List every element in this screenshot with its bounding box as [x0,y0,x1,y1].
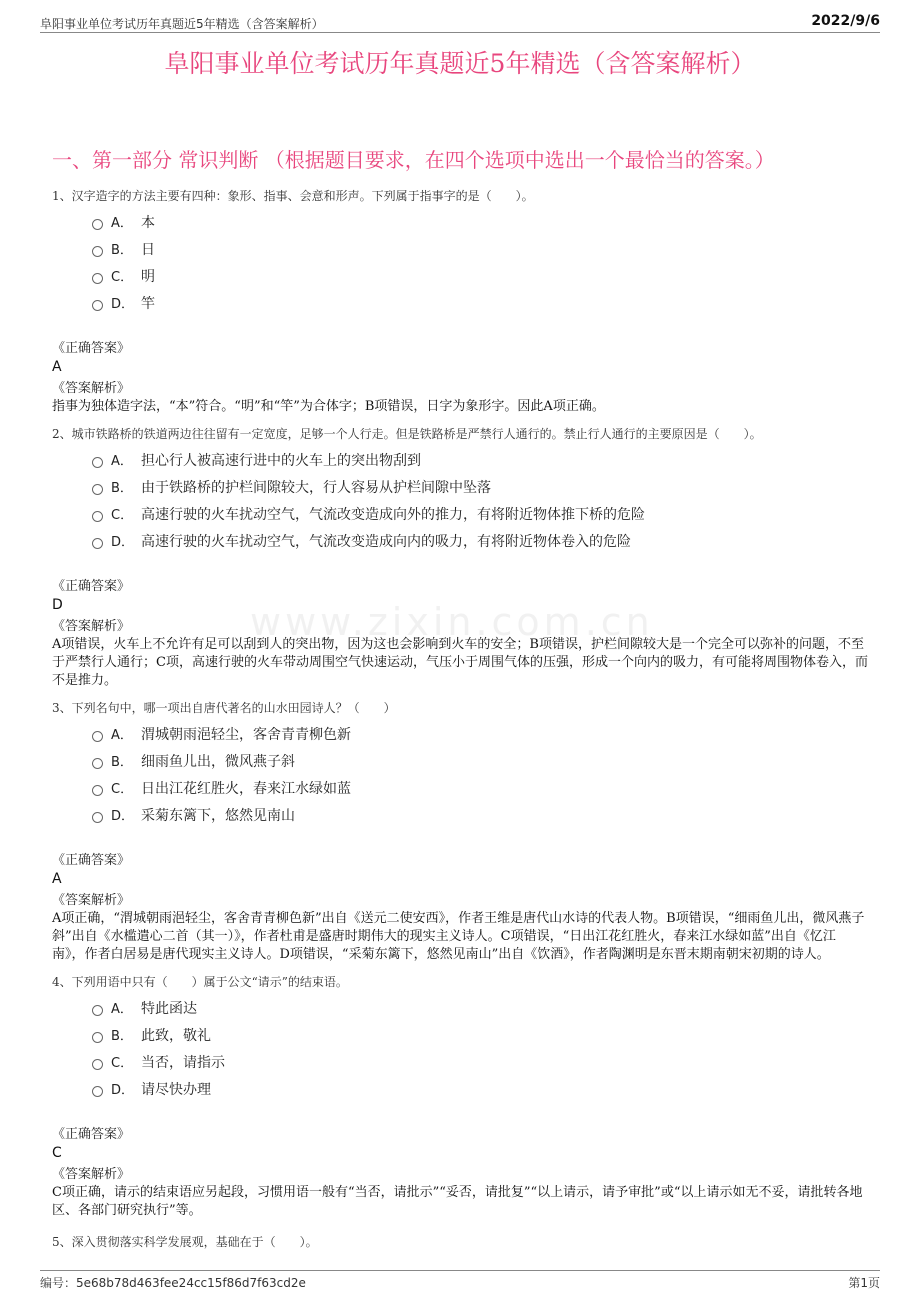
answer-label: 《正确答案》 [52,579,131,594]
option-b[interactable] [92,1021,868,1048]
radio-button[interactable] [92,1059,103,1070]
option-letter: C． [111,782,134,797]
option-text: 高速行驶的火车扰动空气，气流改变造成向内的吸力，有将附近物体卷入的危险 [141,533,631,550]
option-a[interactable] [92,720,868,747]
page-number: 第1页 [848,1276,880,1290]
option-text: 由于铁路桥的护栏间隙较大，行人容易从护栏间隙中坠落 [141,479,491,496]
option-c[interactable] [92,500,868,527]
option-letter: D． [111,1083,135,1098]
answer-label: 《正确答案》 [52,853,131,868]
option-b[interactable] [92,747,868,774]
radio-button[interactable] [92,246,103,257]
analysis-label: 《答案解析》 [52,893,131,908]
analysis-label: 《答案解析》 [52,381,131,396]
document-title: 阜阳事业单位考试历年真题近5年精选（含答案解析） [164,49,756,78]
page-footer [40,1270,880,1291]
analysis-label: 《答案解析》 [52,619,131,634]
question-text: 3、下列名句中，哪一项出自唐代著名的山水田园诗人？（ ） [52,701,396,715]
radio-button[interactable] [92,1005,103,1016]
option-list [92,208,868,316]
radio-button[interactable] [92,457,103,468]
radio-button[interactable] [92,538,103,549]
option-a[interactable] [92,208,868,235]
question-text: 5、深入贯彻落实科学发展观，基础在于（ ）。 [52,1235,318,1249]
option-a[interactable] [92,994,868,1021]
option-letter: A． [111,216,133,231]
answer-label: 《正确答案》 [52,1127,131,1142]
question-block [52,188,868,416]
option-d[interactable] [92,801,868,828]
option-d[interactable] [92,527,868,554]
option-letter: B． [111,243,133,258]
option-text: 日 [141,241,155,258]
option-letter: B． [111,481,133,496]
option-text: 细雨鱼儿出，微风燕子斜 [141,753,295,770]
question-text: 4、下列用语中只有（ ）属于公文“请示”的结束语。 [52,975,348,989]
question-text: 2、城市铁路桥的铁道两边往往留有一定宽度，足够一个人行走。但是铁路桥是严禁行人通行的。禁止行人通行的主要原因是（ ）。 [52,427,762,441]
option-text: 明 [141,268,155,285]
option-text: 担心行人被高速行进中的火车上的突出物刮到 [141,452,421,469]
option-text: 当否，请指示 [141,1054,225,1071]
radio-button[interactable] [92,273,103,284]
page-header [40,12,880,33]
header-date: 2022/9/6 [811,13,880,29]
watermark: www.zixin.com.cn [250,600,654,644]
question-text: 1、汉字造字的方法主要有四种：象形、指事、会意和形声。下列属于指事字的是（ ）。 [52,189,534,203]
radio-button[interactable] [92,1086,103,1097]
radio-button[interactable] [92,731,103,742]
option-letter: A． [111,728,133,743]
option-text: 本 [141,214,155,231]
option-text: 日出江花红胜火，春来江水绿如蓝 [141,780,351,797]
option-c[interactable] [92,1048,868,1075]
answer-value: A [52,359,62,375]
answer-label: 《正确答案》 [52,341,131,356]
option-letter: B． [111,1029,133,1044]
answer-value: C [52,1145,62,1161]
option-letter: D． [111,297,135,312]
option-text: 渭城朝雨浥轻尘，客舍青青柳色新 [141,726,351,743]
option-text: 此致，敬礼 [141,1027,211,1044]
question-block [52,426,868,690]
radio-button[interactable] [92,1032,103,1043]
option-letter: A． [111,454,133,469]
radio-button[interactable] [92,511,103,522]
option-d[interactable] [92,1075,868,1102]
option-letter: B． [111,755,133,770]
document-code: 编号：5e68b78d463fee24cc15f86d7f63cd2e [40,1276,306,1290]
option-text: 高速行驶的火车扰动空气，气流改变造成向外的推力，有将附近物体推下桥的危险 [141,506,645,523]
option-letter: C． [111,1056,134,1071]
analysis-text: A项正确，“渭城朝雨浥轻尘，客舍青青柳色新”出自《送元二使安西》，作者王维是唐代山水诗的代表人物。B项错误，“细雨鱼儿出，微风燕子斜”出自《水槛遣心二首（其一）》，作者杜甫是盛唐时期伟大的现实主义诗人。C项错误，“日出江花红胜火，春来江水绿如蓝”出自《忆江南》，作者白居易是唐代现实主义诗人。D项错误，“采菊东篱下，悠然见南山”出自《饮酒》，作者陶渊明是东晋末期南朝宋初期的诗人。 [52,911,865,962]
analysis-text: 指事为独体造字法，“本”符合。“明”和“竿”为合体字；B项错误，日字为象形字。因此A项正确。 [52,399,605,414]
radio-button[interactable] [92,219,103,230]
section-title: 一、第一部分 常识判断 （根据题目要求，在四个选项中选出一个最恰当的答案。） [52,148,775,172]
option-c[interactable] [92,774,868,801]
option-letter: C． [111,508,134,523]
radio-button[interactable] [92,758,103,769]
option-b[interactable] [92,473,868,500]
analysis-text: A项错误，火车上不允许有足可以刮到人的突出物，因为这也会影响到火车的安全；B项错误，护栏间隙较大是一个完全可以弥补的问题，不至于严禁行人通行；C项，高速行驶的火车带动周围空气快速运动，气压小于周围气体的压强，形成一个向内的吸力，有可能将周围物体卷入，而不是推力。 [52,637,868,688]
answer-value: D [52,597,63,613]
option-letter: D． [111,809,135,824]
option-text: 采菊东篱下，悠然见南山 [141,807,295,824]
option-letter: C． [111,270,134,285]
question-list [52,188,868,1250]
radio-button[interactable] [92,484,103,495]
option-list [92,446,868,554]
question-block [52,700,868,964]
radio-button[interactable] [92,785,103,796]
option-letter: A． [111,1002,133,1017]
radio-button[interactable] [92,812,103,823]
option-letter: D． [111,535,135,550]
option-d[interactable] [92,289,868,316]
option-text: 特此函达 [141,1000,197,1017]
option-b[interactable] [92,235,868,262]
option-list [92,994,868,1102]
option-a[interactable] [92,446,868,473]
option-text: 请尽快办理 [141,1081,211,1098]
analysis-label: 《答案解析》 [52,1167,131,1182]
answer-value: A [52,871,62,887]
header-title: 阜阳事业单位考试历年真题近5年精选（含答案解析） [40,17,324,31]
option-text: 竿 [141,295,155,312]
question-block [52,974,868,1220]
option-c[interactable] [92,262,868,289]
radio-button[interactable] [92,300,103,311]
option-list [92,720,868,828]
analysis-text: C项正确，请示的结束语应另起段，习惯用语一般有“当否，请批示”“妥否，请批复”“以上请示，请予审批”或“以上请示如无不妥，请批转各地区、各部门研究执行”等。 [52,1185,863,1218]
